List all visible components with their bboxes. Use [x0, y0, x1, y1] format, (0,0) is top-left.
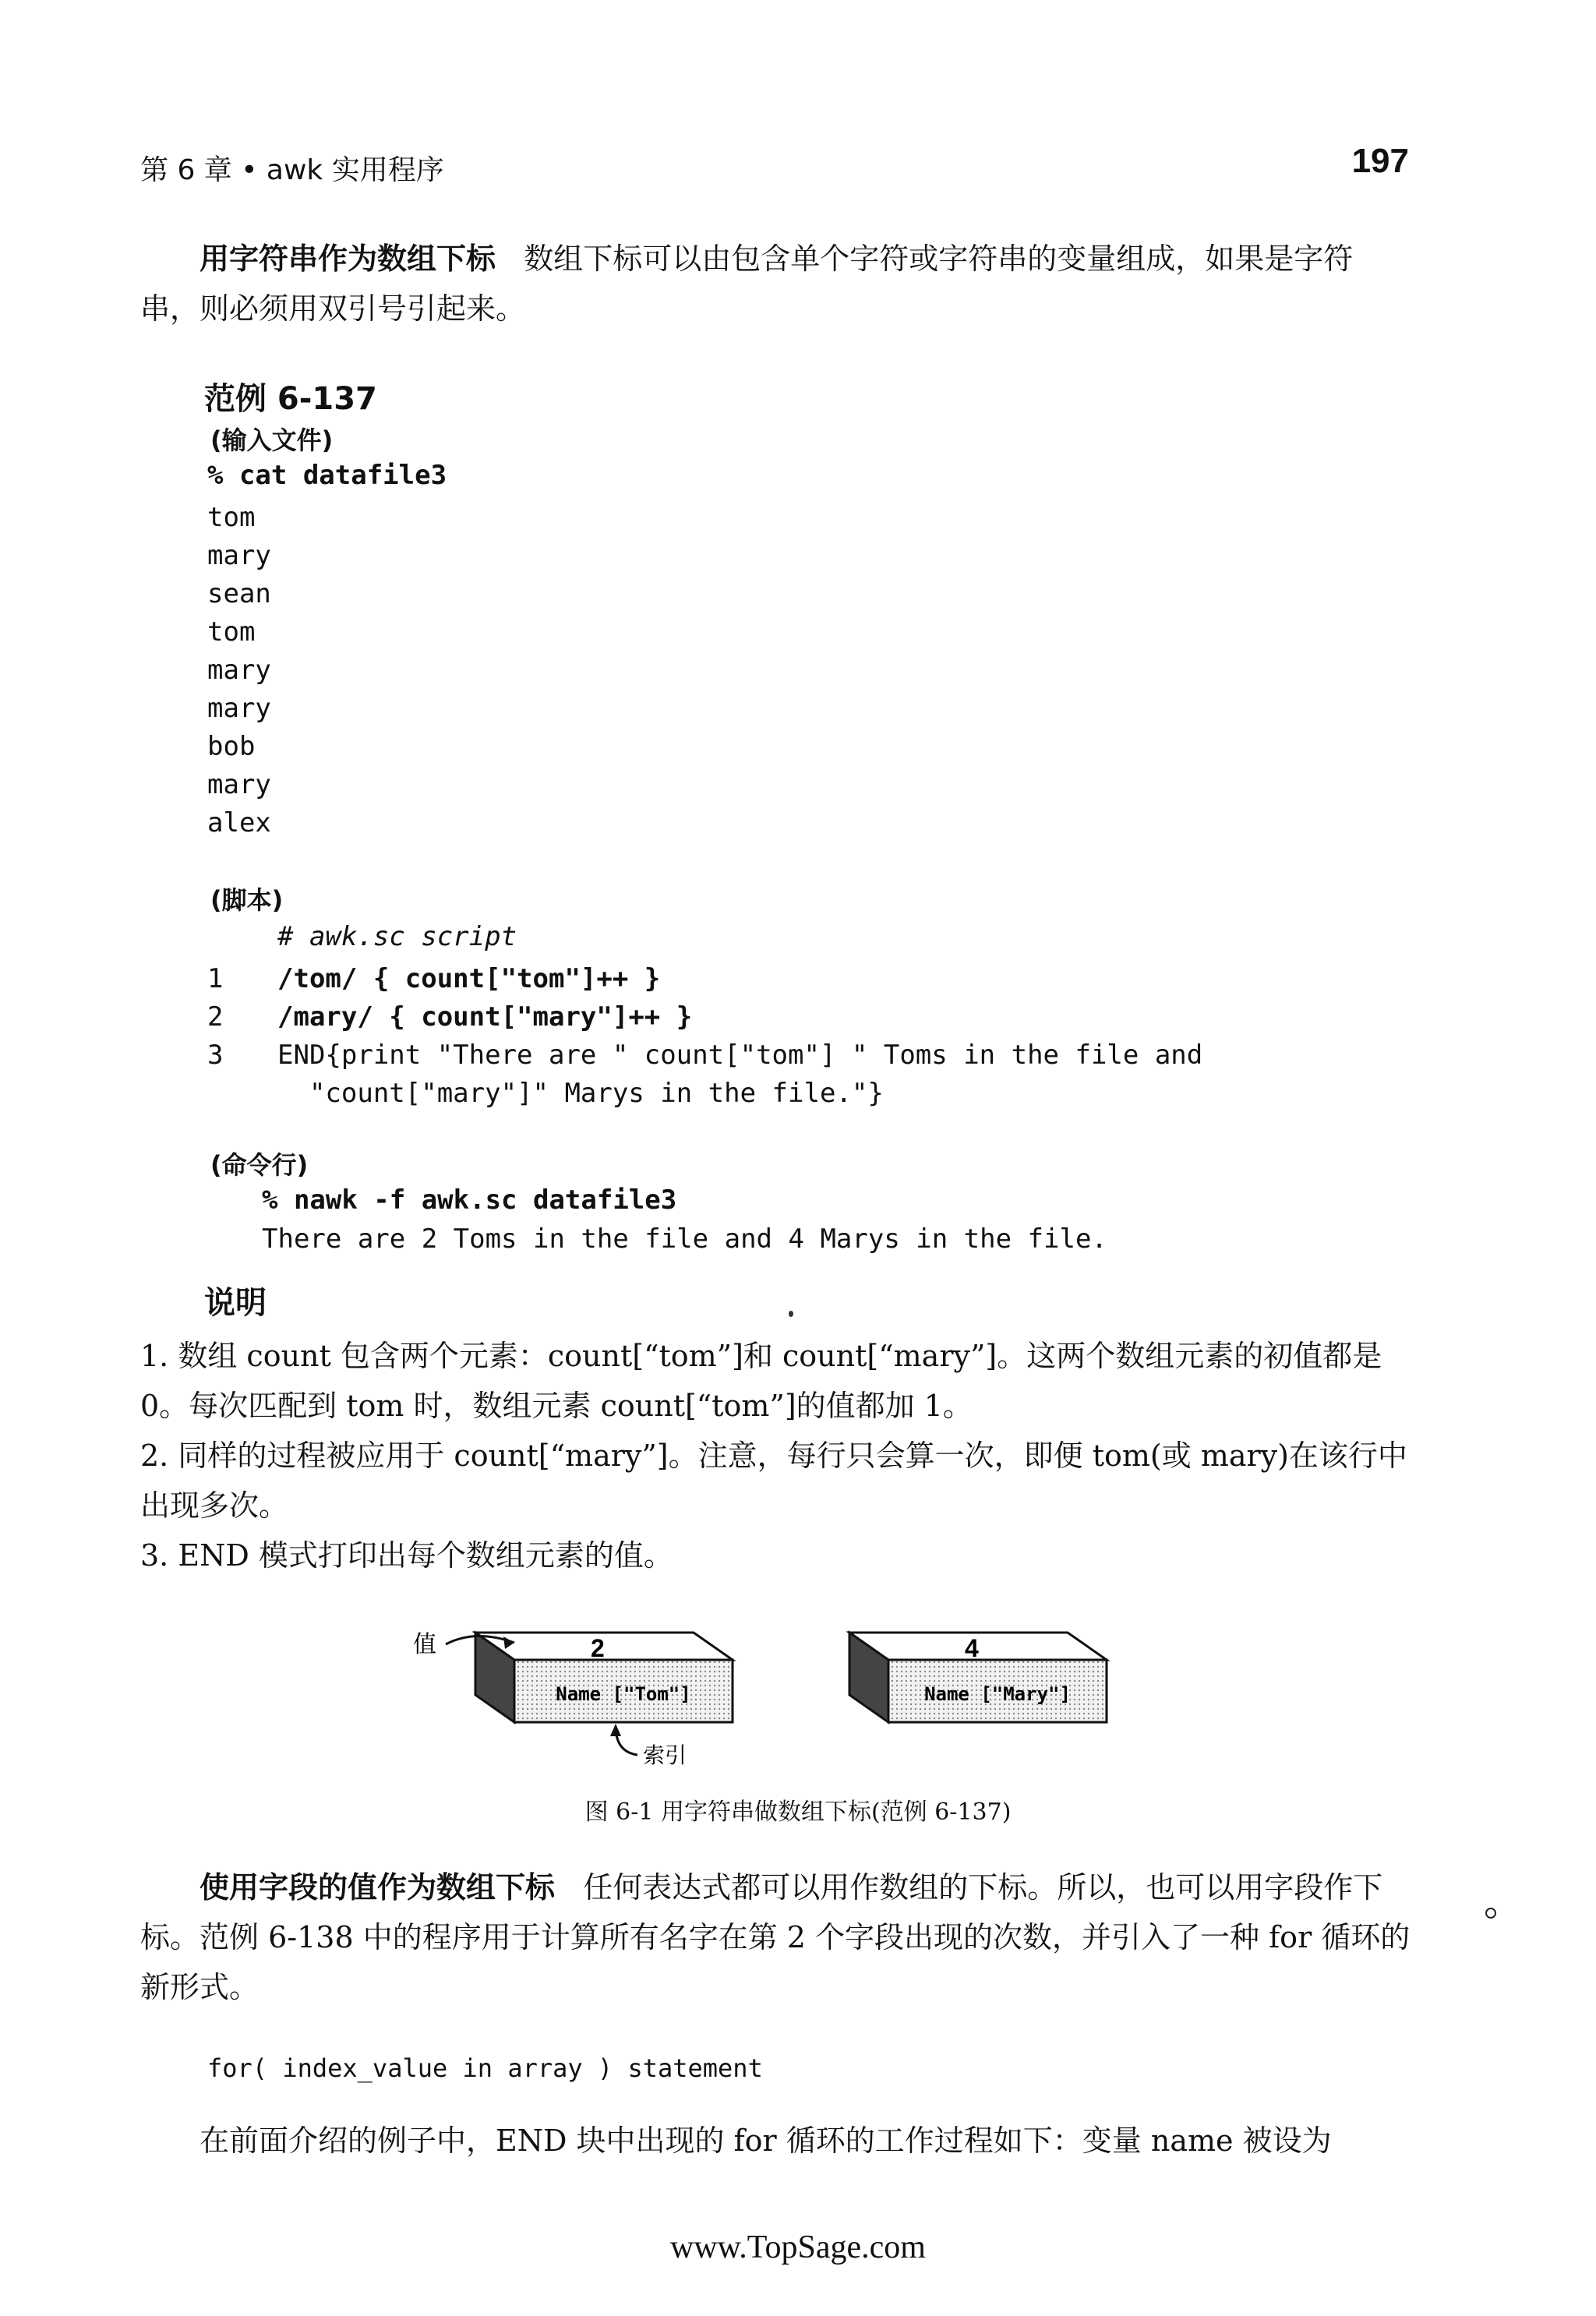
- input-line: mary: [207, 655, 271, 686]
- note-item: 1. 数组 count 包含两个元素：count[“tom”]和 count[“mary”]。这两个数组元素的初值都是 0。每次匹配到 tom 时，数组元素 count[“tom”]的值都加 1。: [140, 1339, 1382, 1423]
- array-box-mary: [849, 1633, 1107, 1722]
- array-diagram: [390, 1613, 1169, 1785]
- input-line: sean: [207, 578, 271, 609]
- command-line: % nawk -f awk.sc datafile3: [262, 1184, 677, 1216]
- array-box-tom: [475, 1633, 733, 1722]
- figure-caption: 图 6-1 用字符串做数组下标(范例 6-137): [584, 1799, 1012, 1826]
- note-item: 2. 同样的过程被应用于 count[“mary”]。注意，每行只会算一次，即便 tom(或 mary)在该行中出现多次。: [140, 1439, 1407, 1523]
- line-number: 2: [207, 1001, 224, 1033]
- cmd-label: (命令行): [210, 1150, 309, 1180]
- line-number: 1: [207, 963, 224, 994]
- notes-title: 说明: [204, 1285, 267, 1321]
- scan-speck: [789, 1311, 793, 1317]
- script-line: /tom/ { count["tom"]++ }: [277, 963, 661, 994]
- page-number: 197: [1351, 142, 1409, 180]
- note-item: 3. END 模式打印出每个数组元素的值。: [140, 1538, 673, 1573]
- section2-paragraph: [140, 1862, 1411, 2012]
- box2-value: 4: [965, 1634, 979, 1662]
- script-line: "count["mary"]" Marys in the file."}: [277, 1078, 884, 1109]
- script-line: END{print "There are " count["tom"] " Toms in the file and: [277, 1040, 1203, 1071]
- intro-text: 数组下标可以由包含单个字符或字符串的变量组成，如果是字符串，则必须用双引号引起来。: [140, 242, 1354, 326]
- input-command: % cat datafile3: [207, 460, 447, 491]
- input-line: mary: [207, 540, 271, 571]
- scan-speck: [1485, 1908, 1496, 1919]
- command-output: There are 2 Toms in the file and 4 Marys in the file.: [262, 1223, 1107, 1255]
- input-line: alex: [207, 807, 271, 838]
- script-code: [277, 960, 1202, 1113]
- input-lines: [207, 499, 271, 842]
- index-label: 索引: [643, 1742, 687, 1768]
- example-title: 范例 6-137: [204, 381, 377, 417]
- value-label: 值: [413, 1631, 436, 1658]
- line-number: 3: [207, 1040, 224, 1071]
- intro-paragraph: [140, 234, 1411, 334]
- index-arrow: [616, 1726, 637, 1755]
- footer-url: www.TopSage.com: [670, 2230, 926, 2265]
- running-header: 第 6 章 • awk 实用程序: [140, 154, 444, 186]
- for-syntax: for( index_value in array ) statement: [207, 2053, 763, 2083]
- script-line-numbers: [207, 960, 223, 1075]
- section2-text: 任何表达式都可以用作数组的下标。所以，也可以用字段作下标。范例 6-138 中的程序用于计算所有名字在第 2 个字段出现的次数，并引入了一种 for 循环的新形式。: [140, 1870, 1411, 2004]
- box1-value: 2: [591, 1634, 605, 1662]
- input-line: bob: [207, 731, 256, 762]
- index-arrowhead: [610, 1724, 621, 1736]
- section2-lead: 使用字段的值作为数组下标: [200, 1870, 556, 1905]
- box2-label: Name ["Mary"]: [924, 1683, 1071, 1705]
- box1-label: Name ["Tom"]: [556, 1683, 691, 1705]
- input-label: (输入文件): [210, 425, 334, 455]
- script-label: (脚本): [210, 885, 284, 915]
- script-comment: # awk.sc script: [277, 921, 517, 952]
- input-line: tom: [207, 616, 256, 648]
- last-paragraph: 在前面介绍的例子中，END 块中出现的 for 循环的工作过程如下：变量 name 被设为: [200, 2124, 1332, 2158]
- input-line: mary: [207, 693, 271, 724]
- input-line: mary: [207, 769, 271, 800]
- input-line: tom: [207, 502, 256, 533]
- intro-lead: 用字符串作为数组下标: [200, 242, 496, 276]
- script-line: /mary/ { count["mary"]++ }: [277, 1001, 693, 1033]
